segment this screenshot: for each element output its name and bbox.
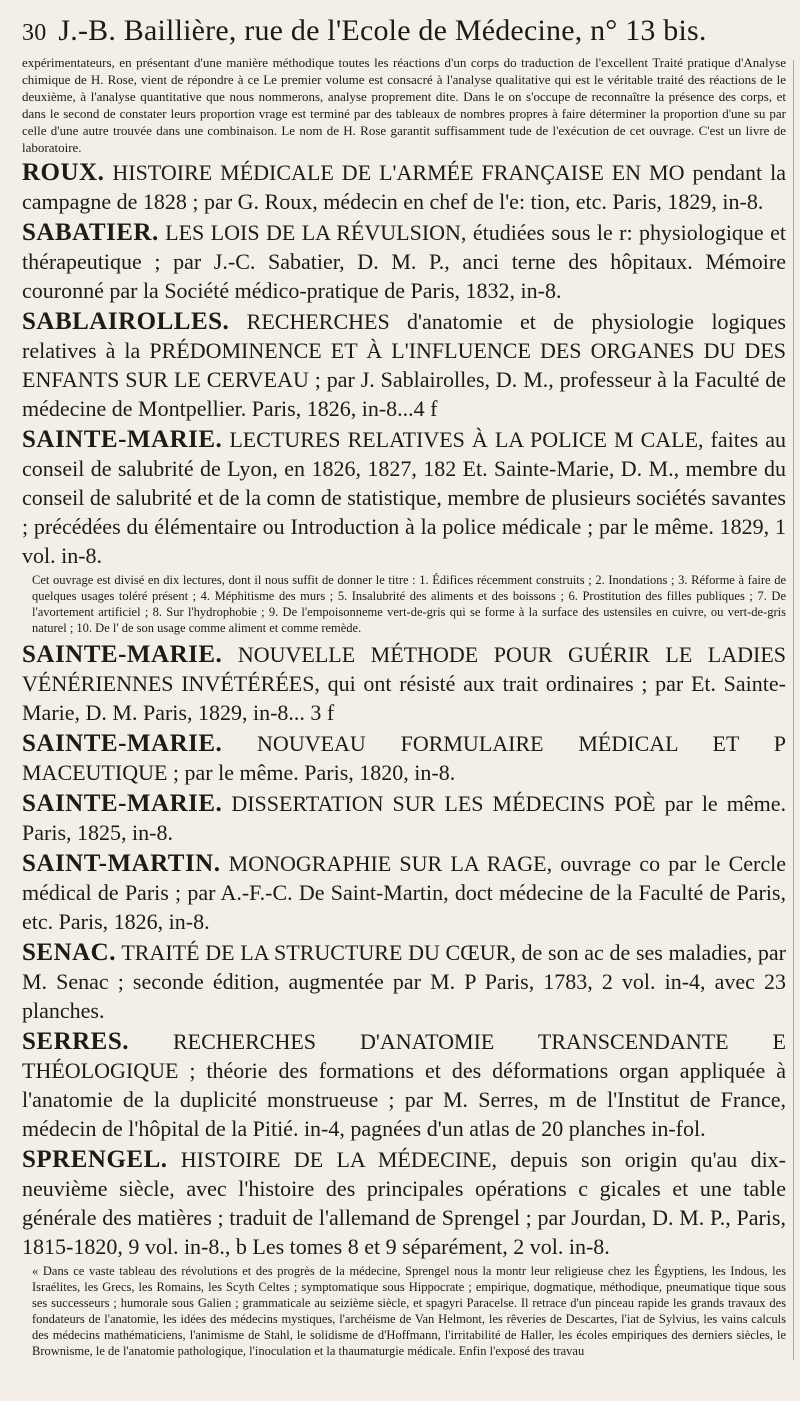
page-number: 30 bbox=[22, 20, 47, 46]
entry-author: SAINTE-MARIE. bbox=[22, 426, 223, 453]
intro-paragraph: expérimentateurs, en présentant d'une manière méthodique toutes les réactions d'un corps do traduction de l'excellent Traité pratique d'Analyse chimique de H. Rose, vient de répondre à ce Le premier volume est consacré à l'analyse qualitative qui est le véritable traité des réactions de le deuxième, à l'analyse quantitative que nous nommerons, analyse proprement dite. Dans le on s'occupe de reconnaître la présence des corps, et dans le second de constater leurs proportion vrage est terminé par des tableaux de nombres propres à faire déterminer la proportion d'une su par celle d'une autre trouvée dans une combinaison. Le nom de H. Rose garantit suffisamment tude de l'exécution de cet ouvrage. C'est un livre de laboratoire. bbox=[22, 55, 786, 155]
entry-author: SAINTE-MARIE. bbox=[22, 790, 223, 817]
catalog-entry bbox=[22, 938, 786, 1025]
entry-author: SAINT-MARTIN. bbox=[22, 850, 221, 877]
entry-author: ROUX. bbox=[22, 159, 105, 186]
entry-text bbox=[22, 425, 786, 570]
entry-author: SABATIER. bbox=[22, 219, 159, 246]
catalog-entry bbox=[22, 729, 786, 787]
entry-author: SENAC. bbox=[22, 939, 116, 966]
entry-description: HISTOIRE MÉDICALE DE L'ARMÉE FRANÇAISE EN MO pendant la campagne de 1828 ; par G. Roux, médecin en chef de l'e: tion, etc. Paris, 1829, in-8. bbox=[22, 160, 786, 214]
catalog-entry bbox=[22, 640, 786, 727]
entry-author: SERRES. bbox=[22, 1028, 130, 1055]
entry-description: HISTOIRE DE LA MÉDECINE, depuis son origin qu'au dix-neuvième siècle, avec l'histoire des principales opérations c gicales et une table générale des matières ; traduit de l'allemand de Sprengel ; par Jourdan, D. M. P., Paris, 1815-1820, 9 vol. in-8., b Les tomes 8 et 9 séparément, 2 vol. in-8. bbox=[22, 1147, 787, 1259]
entry-text bbox=[22, 1027, 786, 1143]
running-title: J.-B. Baillière, rue de l'Ecole de Médecine, n° 13 bis. bbox=[58, 14, 707, 47]
entry-author: SABLAIROLLES. bbox=[22, 308, 230, 335]
catalog-entry bbox=[22, 218, 786, 305]
entry-text bbox=[22, 729, 786, 787]
entry-text bbox=[22, 789, 786, 847]
entry-description: NOUVEAU FORMULAIRE MÉDICAL ET P MACEUTIQUE ; par le même. Paris, 1820, in-8. bbox=[22, 731, 786, 785]
catalog-entry bbox=[22, 1027, 786, 1143]
entry-description: NOUVELLE MÉTHODE POUR GUÉRIR LE LADIES VÉNÉRIENNES INVÉTÉRÉES, qui ont résisté aux trait ordinaires ; par Et. Sainte-Marie, D. M. Paris, 1829, in-8... 3 f bbox=[22, 642, 787, 725]
entry-description: LECTURES RELATIVES À LA POLICE M CALE, faites au conseil de salubrité de Lyon, en 1826, 1827, 182 Et. Sainte-Marie, D. M., membre du conseil de salubrité et de la comn de statistique, membre de plusieurs sociétés savantes ; précédées du élémentaire ou Introduction à la police médicale ; par le même. 1829, 1 vol. in-8. bbox=[22, 427, 786, 568]
entry-text bbox=[22, 938, 786, 1025]
catalog-entry bbox=[22, 789, 786, 847]
entry-note: Cet ouvrage est divisé en dix lectures, dont il nous suffit de donner le titre : 1. Édifices récemment construits ; 2. Inondations ; 3. Réforme à faire de quelques usages toléré présent ; 4. Méphitisme des murs ; 5. Insalubrité des aliments et des boissons ; 6. Prostitution des filles publiques ; 7. De l'avortement artificiel ; 8. Sur l'hydrophobie ; 9. De l'empoisonneme vert-de-gris qui se forme à la surface des ustensiles en cuivre, ou vert-de-gris naturel ; 10. De l' de son usage comme aliment et comme remède. bbox=[32, 573, 786, 635]
page-header bbox=[22, 14, 786, 50]
catalog-entries bbox=[22, 158, 786, 1359]
entry-text bbox=[22, 640, 786, 727]
catalog-entry bbox=[22, 307, 786, 423]
entry-description: RECHERCHES D'ANATOMIE TRANSCENDANTE E THÉOLOGIQUE ; théorie des formations et des déformations organ appliquée à l'anatomie de la duplicité monstrueuse ; par M. Serres, m de l'Institut de France, médecin de l'hôpital de la Pitié. in-4, pagnées d'un atlas de 20 planches in-fol. bbox=[22, 1029, 786, 1141]
entry-text bbox=[22, 307, 786, 423]
catalog-entry bbox=[22, 425, 786, 636]
entry-text bbox=[22, 849, 786, 936]
entry-text bbox=[22, 158, 786, 216]
entry-author: SAINTE-MARIE. bbox=[22, 641, 223, 668]
entry-description: TRAITÉ DE LA STRUCTURE DU CŒUR, de son ac de ses maladies, par M. Senac ; seconde édition, augmentée par M. P Paris, 1783, 2 vol. in-4, avec 23 planches. bbox=[22, 940, 787, 1023]
entry-description: LES LOIS DE LA RÉVULSION, étudiées sous le r: physiologique et thérapeutique ; par J.-C. Sabatier, D. M. P., anci terne des hôpitaux. Mémoire couronné par la Société médico-pratique de Paris, 1832, in-8. bbox=[22, 220, 786, 303]
entry-author: SAINTE-MARIE. bbox=[22, 730, 223, 757]
catalog-entry bbox=[22, 849, 786, 936]
catalog-entry bbox=[22, 158, 786, 216]
entry-text bbox=[22, 218, 786, 305]
catalog-entry bbox=[22, 1145, 786, 1359]
entry-author: SPRENGEL. bbox=[22, 1146, 168, 1173]
entry-text bbox=[22, 1145, 786, 1261]
entry-description: RECHERCHES d'anatomie et de physiologie logiques relatives à la PRÉDOMINENCE ET À L'INFLUENCE DES ORGANES DU DES ENFANTS SUR LE CERVEAU ; par J. Sablairolles, D. M., professeur à la Faculté de médecine de Montpellier. Paris, 1826, in-8...4 f bbox=[22, 309, 786, 421]
entry-note: « Dans ce vaste tableau des révolutions et des progrès de la médecine, Sprengel nous la montr leur religieuse chez les Égyptiens, les Indous, les Israélites, les Grecs, les Romains, les Scyth Celtes ; symptomatique sous Hippocrate ; empirique, dogmatique, méthodique, pneumatique tique sous ses successeurs ; humorale sous Galien ; grammaticale au seizième siècle, et spagyri Paracelse. Il retrace d'un pinceau rapide les grands travaux des fondateurs de l'anatomie, les idées des médecins mystiques, l'archéisme de Van Helmont, les rêveries de Descartes, l'iat de Sylvius, les vains calculs des médecins mathématiciens, l'animisme de Stahl, le solidisme de d'Hoffmann, l'irritabilité de Haller, les écoles empiriques des derniers siècles, le Brownisme, le de l'anatomie pathologique, l'inoculation et la thaumaturgie médicale. Enfin l'exposé des travau bbox=[32, 1264, 786, 1358]
entry-description: MONOGRAPHIE SUR LA RAGE, ouvrage co par le Cercle médical de Paris ; par A.-F.-C. De Saint-Martin, doct médecine de la Faculté de Paris, etc. Paris, 1826, in-8. bbox=[22, 851, 786, 934]
entry-description: DISSERTATION SUR LES MÉDECINS POÈ par le même. Paris, 1825, in-8. bbox=[22, 791, 786, 845]
page-edge-line bbox=[793, 60, 794, 1360]
